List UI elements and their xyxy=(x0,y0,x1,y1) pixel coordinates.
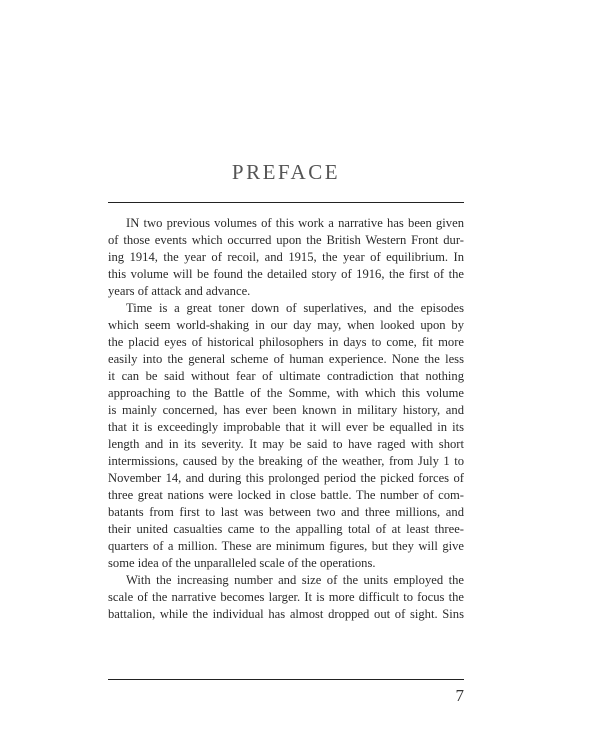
text-line: IN two previous volumes of this work a narrative has been given xyxy=(126,216,464,230)
text-line: is mainly concerned, has ever been known in military history, and xyxy=(108,403,464,417)
text-line: this volume will be found the detailed story of 1916, the first of the xyxy=(108,267,464,281)
text-line: three great nations were locked in close battle. The number of com- xyxy=(108,488,464,502)
preface-body xyxy=(108,215,464,623)
text-line: years of attack and advance. xyxy=(108,284,251,298)
text-line: that it is exceedingly improbable that it will ever be equalled in its xyxy=(108,420,464,434)
text-line: batants from first to last was between two and three millions, and xyxy=(108,505,464,519)
text-line: quarters of a million. These are minimum figures, but they will give xyxy=(108,539,464,553)
text-line: length and in its severity. It may be said to have raged with short xyxy=(108,437,464,451)
page-title: PREFACE xyxy=(231,160,341,184)
text-line: it can be said without fear of ultimate contradiction that nothing xyxy=(108,369,464,383)
text-line: which seem world-shaking in our day may, when looked upon by xyxy=(108,318,464,332)
text-line: November 14, and during this prolonged period the picked forces of xyxy=(108,471,464,485)
text-line: battalion, while the individual has almost dropped out of sight. Sins xyxy=(108,607,464,621)
text-line: easily into the general scheme of human experience. None the less xyxy=(108,352,464,366)
text-line: With the increasing number and size of the units employed the xyxy=(126,573,464,587)
text-line: of those events which occurred upon the British Western Front dur- xyxy=(108,233,464,247)
top-rule xyxy=(108,202,464,203)
text-line: some idea of the unparalleled scale of the operations. xyxy=(108,556,376,570)
text-line: approaching to the Battle of the Somme, with which this volume xyxy=(108,386,464,400)
text-line: their united casualties came to the appalling total of at least three- xyxy=(108,522,464,536)
page-number: 7 xyxy=(455,686,464,705)
text-line: ing 1914, the year of recoil, and 1915, the year of equilibrium. In xyxy=(108,250,464,264)
text-line: Time is a great toner down of superlatives, and the episodes xyxy=(126,301,464,315)
bottom-rule xyxy=(108,679,464,680)
text-line: the placid eyes of historical philosophers in days to come, fit more xyxy=(108,335,464,349)
text-line: intermissions, caused by the breaking of the weather, from July 1 to xyxy=(108,454,464,468)
text-line: scale of the narrative becomes larger. It is more difficult to focus the xyxy=(108,590,464,604)
